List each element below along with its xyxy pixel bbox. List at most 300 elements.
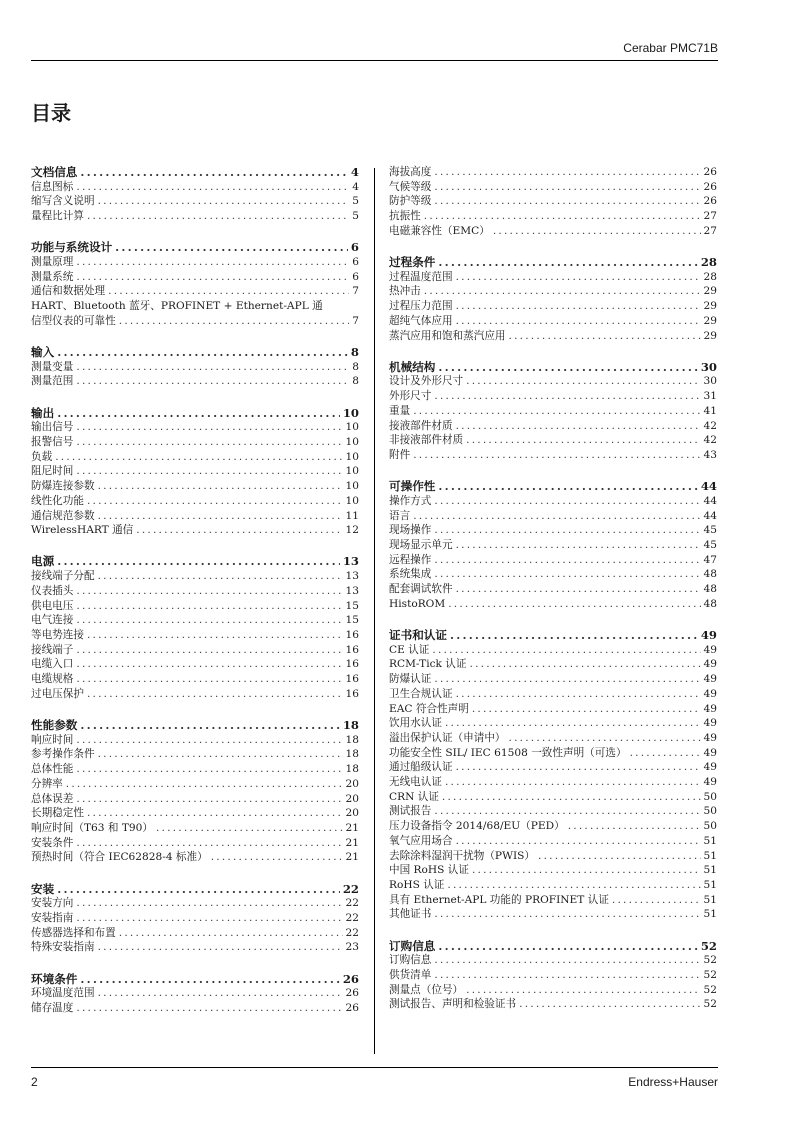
toc-entry-page: 29 <box>703 329 717 342</box>
toc-entry-title: 压力设备指令 2014/68/EU（PED） <box>389 820 565 833</box>
toc-entry-title: 电磁兼容性（EMC） <box>389 224 490 237</box>
dot-leader <box>445 775 701 790</box>
toc-entry-title: 中国 RoHS 认证 <box>389 864 469 877</box>
toc-entry-title: 供电电压 <box>31 599 74 612</box>
toc-entry-page: 26 <box>703 180 717 193</box>
toc-entry[interactable] <box>389 687 717 702</box>
dot-leader <box>519 997 700 1012</box>
toc-entry-page: 52 <box>703 983 717 996</box>
toc-entry-page: 20 <box>345 807 359 820</box>
toc-entry[interactable] <box>31 284 359 299</box>
dot-leader <box>66 777 343 792</box>
toc-entry-page: 13 <box>345 584 359 597</box>
toc-section-heading-title: 安装 <box>31 881 55 896</box>
dot-leader <box>57 554 340 569</box>
toc-entry[interactable] <box>31 643 359 658</box>
toc-section-heading-title: 证书和认证 <box>389 627 447 642</box>
toc-entry-page: 28 <box>703 270 717 283</box>
toc-entry-title: 超纯气体应用 <box>389 314 453 327</box>
dot-leader <box>57 345 348 360</box>
toc-section-heading-page: 10 <box>342 405 359 420</box>
toc-entry[interactable] <box>389 374 717 389</box>
dot-leader <box>57 882 340 897</box>
dot-leader <box>442 790 701 805</box>
toc-section <box>31 165 359 224</box>
toc-section-heading[interactable] <box>31 406 359 421</box>
toc-section-heading-title: 环境条件 <box>31 971 78 986</box>
toc-entry[interactable] <box>389 433 717 448</box>
toc-entry-title: 订购信息 <box>389 954 432 967</box>
toc-entry-title: 系统集成 <box>389 568 432 581</box>
toc-section-heading[interactable] <box>31 972 359 987</box>
toc-entry-title: 溢出保护认证（申请中） <box>389 731 506 744</box>
dot-leader <box>434 672 700 687</box>
dot-leader <box>76 896 342 911</box>
toc-entry[interactable] <box>389 878 717 893</box>
toc-section-heading-title: 性能参数 <box>31 718 78 732</box>
toc-entry[interactable] <box>31 314 359 329</box>
toc-entry[interactable] <box>389 804 717 819</box>
toc-entry-page: 51 <box>703 893 717 906</box>
dot-leader <box>55 450 342 465</box>
toc-entry-title: 非接液部件材质 <box>389 434 464 447</box>
toc-section <box>389 939 717 1013</box>
toc-entry[interactable] <box>31 806 359 821</box>
toc-entry[interactable] <box>31 360 359 375</box>
toc-entry[interactable] <box>31 270 359 285</box>
toc-section <box>31 554 359 701</box>
dot-leader <box>466 374 700 389</box>
dot-leader <box>456 687 701 702</box>
toc-entry[interactable] <box>389 983 717 998</box>
toc-entry-title: 等电势连接 <box>31 628 84 641</box>
toc-entry[interactable] <box>31 180 359 195</box>
toc-entry-title: 分辨率 <box>31 777 63 790</box>
toc-entry-page: 16 <box>345 658 359 671</box>
toc-entry-title: 具有 Ethernet-APL 功能的 PROFINET 认证 <box>389 893 609 906</box>
toc-entry[interactable] <box>389 389 717 404</box>
toc-entry-title: 配套调试软件 <box>389 583 453 596</box>
toc-entry[interactable] <box>389 597 717 612</box>
toc-entry-page: 8 <box>352 375 359 388</box>
toc-entry[interactable] <box>31 509 359 524</box>
dot-leader <box>98 569 343 584</box>
toc-entry-page: 20 <box>345 777 359 790</box>
toc-entry-page: 27 <box>703 224 717 237</box>
toc-entry[interactable] <box>31 599 359 614</box>
toc-section-heading[interactable] <box>389 628 717 643</box>
toc-entry-title: RoHS 认证 <box>389 878 445 891</box>
toc-entry[interactable] <box>389 746 717 761</box>
dot-leader <box>76 584 342 599</box>
toc-entry[interactable] <box>389 731 717 746</box>
toc-entry[interactable] <box>389 907 717 922</box>
dot-leader <box>76 464 342 479</box>
toc-entry-title: 海拔高度 <box>389 166 432 178</box>
toc-section-heading[interactable] <box>389 479 717 494</box>
toc-entry-page: 51 <box>703 908 717 921</box>
toc-section-heading-title: 过程条件 <box>389 255 436 270</box>
toc-section-heading-title: 输出 <box>31 405 55 420</box>
toc-entry-title: HistoROM <box>389 597 446 610</box>
toc-entry-title: 供货清单 <box>389 968 432 981</box>
toc-section-heading-page: 49 <box>700 627 717 642</box>
toc-entry[interactable] <box>31 613 359 628</box>
toc-entry[interactable] <box>31 628 359 643</box>
toc-entry-title: 测量变量 <box>31 360 74 373</box>
dot-leader <box>445 716 701 731</box>
toc-entry[interactable] <box>389 224 717 239</box>
toc-entry-page: 31 <box>703 390 717 403</box>
toc-entry-title: 安装方向 <box>31 897 74 910</box>
dot-leader <box>456 314 701 329</box>
toc-entry-title: 电缆入口 <box>31 658 74 671</box>
toc-section <box>389 255 717 343</box>
toc-section-heading[interactable] <box>31 718 359 733</box>
toc-entry-title: 测量范围 <box>31 375 74 388</box>
toc-section <box>31 240 359 328</box>
toc-entry[interactable] <box>389 509 717 524</box>
toc-entry[interactable] <box>389 553 717 568</box>
toc-section-heading[interactable] <box>389 360 717 375</box>
dot-leader <box>438 255 697 270</box>
toc-entry-page: 48 <box>703 597 717 610</box>
toc-section-heading-title: 文档信息 <box>31 165 78 179</box>
toc-entry-page: 50 <box>703 790 717 803</box>
dot-leader <box>630 746 701 761</box>
dot-leader <box>76 435 342 450</box>
toc-entry-title: 安装指南 <box>31 911 74 924</box>
toc-entry-page: 4 <box>352 180 359 193</box>
toc-entry[interactable] <box>389 209 717 224</box>
toc-section <box>31 718 359 865</box>
dot-leader <box>76 255 349 270</box>
toc-section-heading[interactable] <box>31 554 359 569</box>
dot-leader <box>456 270 701 285</box>
dot-leader <box>98 509 343 524</box>
toc-entry[interactable] <box>31 986 359 1001</box>
dot-leader <box>76 643 342 658</box>
dot-leader <box>119 926 343 941</box>
dot-leader <box>509 731 701 746</box>
toc-section-heading[interactable] <box>389 255 717 270</box>
toc-entry-page: 5 <box>352 195 359 208</box>
toc-entry[interactable] <box>389 494 717 509</box>
toc-entry[interactable] <box>31 494 359 509</box>
toc-section <box>31 406 359 538</box>
dot-leader <box>434 567 700 582</box>
toc-entry-title: 语言 <box>389 509 411 522</box>
dot-leader <box>80 718 339 733</box>
dot-leader <box>108 284 349 299</box>
dot-leader <box>80 972 339 987</box>
dot-leader <box>434 953 700 968</box>
toc-entry[interactable] <box>389 863 717 878</box>
toc-entry-title: 热冲击 <box>389 285 421 298</box>
toc-entry[interactable] <box>389 194 717 209</box>
toc-entry[interactable] <box>31 836 359 851</box>
toc-entry[interactable] <box>389 893 717 908</box>
toc-entry-title: 饮用水认证 <box>389 717 442 730</box>
toc-entry-title: 测量系统 <box>31 270 74 283</box>
footer-brand: Endress+Hauser <box>628 1075 718 1089</box>
toc-entry-page: 22 <box>345 926 359 939</box>
toc-entry[interactable] <box>389 165 717 180</box>
toc-section <box>389 628 717 922</box>
toc-entry-title: 蒸汽应用和饱和蒸汽应用 <box>389 329 506 342</box>
toc-entry-page: 44 <box>703 494 717 507</box>
dot-leader <box>434 389 700 404</box>
toc-entry[interactable] <box>31 194 359 209</box>
toc-entry-page: 22 <box>345 897 359 910</box>
toc-entry-page: 44 <box>703 509 717 522</box>
toc-entry-title: 功能安全性 SIL/ IEC 61508 一致性声明（可选） <box>389 746 627 759</box>
header-rule <box>31 60 718 61</box>
dot-leader <box>76 599 342 614</box>
toc-section-heading[interactable] <box>31 240 359 255</box>
toc-entry[interactable] <box>389 643 717 658</box>
dot-leader <box>434 494 700 509</box>
toc-entry-page: 18 <box>345 763 359 776</box>
toc-entry[interactable] <box>389 538 717 553</box>
toc-section-heading[interactable] <box>31 882 359 897</box>
toc-entry-page: 49 <box>703 761 717 774</box>
toc-entry[interactable] <box>389 968 717 983</box>
toc-entry-title: 报警信号 <box>31 436 74 449</box>
toc-entry[interactable] <box>31 569 359 584</box>
toc-entry-title: EAC 符合性声明 <box>389 702 469 715</box>
document-title: Cerabar PMC71B <box>623 41 718 55</box>
toc-section-heading[interactable] <box>31 165 359 180</box>
toc-entry[interactable] <box>389 775 717 790</box>
toc-entry-title: CE 认证 <box>389 643 430 656</box>
dot-leader <box>76 270 349 285</box>
toc-entry[interactable] <box>31 672 359 687</box>
dot-leader <box>76 180 349 195</box>
toc-entry-page: 49 <box>703 643 717 656</box>
toc-entry[interactable] <box>31 299 359 314</box>
toc-entry[interactable] <box>31 464 359 479</box>
dot-leader <box>447 878 700 893</box>
toc-entry[interactable] <box>31 762 359 777</box>
toc-entry[interactable] <box>31 926 359 941</box>
toc-section-heading-title: 电源 <box>31 554 55 569</box>
toc-entry[interactable] <box>31 896 359 911</box>
toc-entry[interactable] <box>31 940 359 955</box>
toc-entry-page: 16 <box>345 643 359 656</box>
dot-leader <box>456 834 701 849</box>
toc-entry-title: 输出信号 <box>31 421 74 434</box>
toc-section-heading[interactable] <box>389 939 717 954</box>
toc-entry[interactable] <box>389 329 717 344</box>
toc-entry-page: 15 <box>345 614 359 627</box>
toc-entry-title: 信型仪表的可靠性 <box>31 314 116 327</box>
toc-entry[interactable] <box>389 790 717 805</box>
toc-section-heading-page: 13 <box>342 554 359 569</box>
toc-entry[interactable] <box>31 850 359 865</box>
toc-entry-title: 负载 <box>31 450 53 463</box>
toc-entry-page: 29 <box>703 285 717 298</box>
toc-entry-title: 防爆连接参数 <box>31 480 95 493</box>
dot-leader <box>76 792 342 807</box>
toc-section-heading[interactable] <box>31 345 359 360</box>
toc-entry-page: 26 <box>703 195 717 208</box>
toc-entry-page: 26 <box>345 987 359 1000</box>
dot-leader <box>472 702 701 717</box>
toc-entry[interactable] <box>31 435 359 450</box>
toc-entry[interactable] <box>389 284 717 299</box>
toc-entry[interactable] <box>389 997 717 1012</box>
toc-entry-title: 设计及外形尺寸 <box>389 375 464 388</box>
toc-entry-title: 防护等级 <box>389 195 432 208</box>
toc-section <box>31 882 359 956</box>
dot-leader <box>76 420 342 435</box>
dot-leader <box>76 360 349 375</box>
dot-leader <box>76 911 342 926</box>
dot-leader <box>434 523 700 538</box>
dot-leader <box>456 299 701 314</box>
toc-section-heading-page: 26 <box>342 971 359 986</box>
dot-leader <box>450 628 698 643</box>
dot-leader <box>413 448 700 463</box>
toc-entry[interactable] <box>31 777 359 792</box>
toc-entry[interactable] <box>31 209 359 224</box>
toc-entry-page: 7 <box>352 314 359 327</box>
dot-leader <box>211 850 343 865</box>
toc-entry[interactable] <box>389 716 717 731</box>
toc-entry[interactable] <box>31 523 359 538</box>
toc-entry-page: 21 <box>345 821 359 834</box>
toc-entry-title: 接线端子分配 <box>31 570 95 583</box>
toc-entry[interactable] <box>31 584 359 599</box>
toc-entry[interactable] <box>31 1001 359 1016</box>
dot-leader <box>434 804 700 819</box>
toc-entry-title: 环境温度范围 <box>31 987 95 1000</box>
dot-leader <box>87 628 343 643</box>
toc-entry[interactable] <box>31 792 359 807</box>
toc-entry[interactable] <box>31 450 359 465</box>
toc-entry-page: 22 <box>345 911 359 924</box>
toc-entry-page: 51 <box>703 864 717 877</box>
toc-entry-title: 阻尼时间 <box>31 465 74 478</box>
toc-entry[interactable] <box>389 819 717 834</box>
toc-entry[interactable] <box>389 180 717 195</box>
dot-leader <box>76 762 342 777</box>
toc-entry-page: 18 <box>345 748 359 761</box>
toc-entry-title: 总体性能 <box>31 763 74 776</box>
toc-entry-page: 5 <box>352 210 359 223</box>
toc-entry[interactable] <box>389 314 717 329</box>
toc-entry-title: 附件 <box>389 448 411 461</box>
toc-entry-title: 预热时间（符合 IEC62828-4 标准） <box>31 851 208 864</box>
toc-section-heading-page: 18 <box>342 718 359 732</box>
toc-entry[interactable] <box>31 821 359 836</box>
toc-entry-page: 29 <box>703 300 717 313</box>
toc-entry-title: 测量点（位号） <box>389 983 464 996</box>
toc-entry-page: 49 <box>703 658 717 671</box>
toc-entry-page: 52 <box>703 998 717 1011</box>
dot-leader <box>448 597 700 612</box>
dot-leader <box>434 553 700 568</box>
toc-entry-title: 长期稳定性 <box>31 807 84 820</box>
toc-entry-page: 10 <box>345 436 359 449</box>
toc-entry[interactable] <box>389 953 717 968</box>
toc-section <box>389 360 717 463</box>
dot-leader <box>432 643 700 658</box>
column-divider <box>374 168 375 1054</box>
toc-entry-page: 16 <box>345 673 359 686</box>
toc-entry[interactable] <box>31 687 359 702</box>
dot-leader <box>87 494 343 509</box>
toc-entry[interactable] <box>389 672 717 687</box>
toc-entry[interactable] <box>389 760 717 775</box>
toc-entry[interactable] <box>31 747 359 762</box>
toc-entry[interactable] <box>31 479 359 494</box>
toc-entry-page: 49 <box>703 731 717 744</box>
dot-leader <box>98 940 343 955</box>
toc-section-heading-page: 30 <box>700 359 717 374</box>
toc-entry-title: 抗振性 <box>389 210 421 223</box>
toc-entry[interactable] <box>389 657 717 672</box>
toc-entry[interactable] <box>389 702 717 717</box>
toc-entry[interactable] <box>31 657 359 672</box>
toc-entry[interactable] <box>389 523 717 538</box>
toc-entry-page: 11 <box>345 509 359 522</box>
toc-entry[interactable] <box>389 849 717 864</box>
toc-entry-title: 响应时间（T63 和 T90） <box>31 821 153 834</box>
toc-entry-page: 30 <box>703 375 717 388</box>
toc-entry-title: 信息图标 <box>31 180 74 193</box>
toc-entry[interactable] <box>31 374 359 389</box>
dot-leader <box>612 893 701 908</box>
toc-entry[interactable] <box>389 270 717 285</box>
toc-entry[interactable] <box>31 420 359 435</box>
page-number: 2 <box>31 1075 38 1089</box>
toc-section-heading-page: 52 <box>700 938 717 953</box>
toc-section-heading-page: 8 <box>350 345 359 360</box>
dot-leader <box>98 986 343 1001</box>
toc-entry-page: 18 <box>345 733 359 746</box>
toc-entry[interactable] <box>389 404 717 419</box>
toc-entry-title: 缩写含义说明 <box>31 195 95 208</box>
dot-leader <box>87 687 343 702</box>
toc-entry[interactable] <box>31 255 359 270</box>
toc-entry[interactable] <box>31 911 359 926</box>
toc-entry[interactable] <box>389 419 717 434</box>
toc-entry-title: 过电压保护 <box>31 687 84 700</box>
dot-leader <box>98 194 350 209</box>
toc-entry[interactable] <box>389 567 717 582</box>
toc-entry-title: 电气连接 <box>31 614 74 627</box>
dot-leader <box>76 1001 342 1016</box>
dot-leader <box>456 538 701 553</box>
dot-leader <box>119 314 350 329</box>
toc-entry-title: 线性化功能 <box>31 494 84 507</box>
toc-entry[interactable] <box>389 299 717 314</box>
toc-section-heading-title: 订购信息 <box>389 938 436 953</box>
toc-entry-page: 49 <box>703 702 717 715</box>
toc-entry[interactable] <box>389 834 717 849</box>
toc-entry-title: 传感器选择和布置 <box>31 926 116 939</box>
toc-entry[interactable] <box>389 582 717 597</box>
toc-entry[interactable] <box>31 733 359 748</box>
dot-leader <box>493 224 701 239</box>
dot-leader <box>98 747 343 762</box>
toc-section <box>389 479 717 611</box>
toc-entry[interactable] <box>389 448 717 463</box>
dot-leader <box>413 509 700 524</box>
toc-entry-page: 10 <box>345 465 359 478</box>
